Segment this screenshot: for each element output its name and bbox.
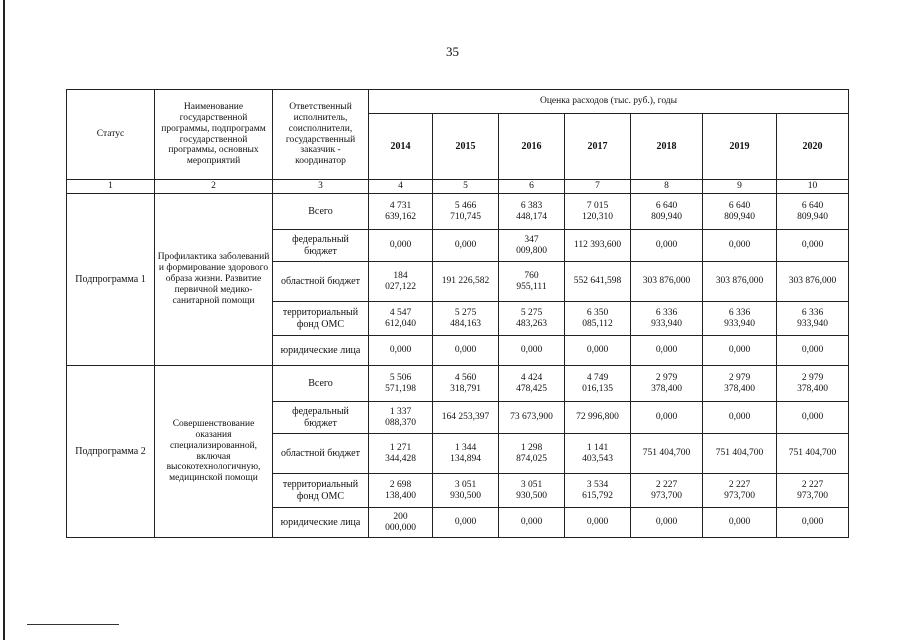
expense-value: 6 383 448,174 (499, 194, 565, 230)
funding-source: юридические лица (273, 336, 369, 366)
expense-value: 6 640 809,940 (777, 194, 849, 230)
funding-source: территориальный фонд ОМС (273, 474, 369, 508)
expense-value: 164 253,397 (433, 402, 499, 434)
expense-value: 1 337 088,370 (369, 402, 433, 434)
left-margin-rule (3, 0, 5, 640)
header-year: 2020 (777, 114, 849, 180)
expense-value: 2 227 973,700 (777, 474, 849, 508)
funding-source: территориальный фонд ОМС (273, 302, 369, 336)
funding-source: областной бюджет (273, 434, 369, 474)
header-program-name: Наименование государственной программы, подпрограмм государственной программы, основных мероприятий (155, 90, 273, 180)
expense-value: 552 641,598 (565, 262, 631, 302)
expense-value: 751 404,700 (703, 434, 777, 474)
expense-value: 4 749 016,135 (565, 366, 631, 402)
expense-value: 0,000 (433, 508, 499, 538)
expenditure-table (66, 89, 849, 538)
funding-source: федеральный бюджет (273, 230, 369, 262)
expense-value: 7 015 120,310 (565, 194, 631, 230)
expense-value: 5 506 571,198 (369, 366, 433, 402)
column-number: 8 (631, 180, 703, 194)
funding-source: федеральный бюджет (273, 402, 369, 434)
subprogram-name: Совершенствование оказания специализированной, включая высокотехнологичную, медицинской помощи (155, 366, 273, 538)
header-estimate: Оценка расходов (тыс. руб.), годы (369, 90, 849, 114)
expense-value: 1 271 344,428 (369, 434, 433, 474)
expense-value: 2 698 138,400 (369, 474, 433, 508)
expense-value: 73 673,900 (499, 402, 565, 434)
expense-value: 0,000 (777, 402, 849, 434)
column-number-row (67, 180, 849, 194)
expense-value: 4 547 612,040 (369, 302, 433, 336)
header-year: 2016 (499, 114, 565, 180)
table-row (67, 194, 849, 230)
funding-source: Всего (273, 194, 369, 230)
expense-value: 0,000 (369, 230, 433, 262)
funding-source: юридические лица (273, 508, 369, 538)
expense-value: 2 979 378,400 (631, 366, 703, 402)
column-number: 4 (369, 180, 433, 194)
funding-source: областной бюджет (273, 262, 369, 302)
header-responsible: Ответственный исполнитель, соисполнители, государственный заказчик - координатор (273, 90, 369, 180)
expense-value: 5 275 483,263 (499, 302, 565, 336)
expense-value: 0,000 (631, 402, 703, 434)
expense-value: 200 000,000 (369, 508, 433, 538)
expense-value: 2 227 973,700 (631, 474, 703, 508)
expense-value: 2 227 973,700 (703, 474, 777, 508)
expense-value: 5 275 484,163 (433, 302, 499, 336)
expense-value: 760 955,111 (499, 262, 565, 302)
expense-value: 0,000 (777, 508, 849, 538)
expense-value: 751 404,700 (777, 434, 849, 474)
expense-value: 0,000 (433, 336, 499, 366)
expense-value: 0,000 (631, 230, 703, 262)
expense-value: 6 350 085,112 (565, 302, 631, 336)
expense-value: 1 141 403,543 (565, 434, 631, 474)
header-year: 2018 (631, 114, 703, 180)
expense-value: 2 979 378,400 (777, 366, 849, 402)
column-number: 7 (565, 180, 631, 194)
expense-value: 3 051 930,500 (499, 474, 565, 508)
subprogram-name: Профилактика заболеваний и формирование здорового образа жизни. Развитие первичной медико-санитарной помощи (155, 194, 273, 366)
expense-value: 3 051 930,500 (433, 474, 499, 508)
column-number: 1 (67, 180, 155, 194)
expense-value: 4 731 639,162 (369, 194, 433, 230)
expense-value: 1 344 134,894 (433, 434, 499, 474)
funding-source: Всего (273, 366, 369, 402)
expense-value: 5 466 710,745 (433, 194, 499, 230)
expense-value: 0,000 (703, 230, 777, 262)
subprogram-status: Подпрограмма 1 (67, 194, 155, 366)
expense-value: 303 876,000 (703, 262, 777, 302)
expense-value: 0,000 (565, 508, 631, 538)
expense-value: 6 640 809,940 (631, 194, 703, 230)
expense-value: 0,000 (565, 336, 631, 366)
expense-value: 0,000 (703, 508, 777, 538)
expense-value: 0,000 (777, 230, 849, 262)
header-year: 2019 (703, 114, 777, 180)
table-body (67, 180, 849, 538)
expense-value: 184 027,122 (369, 262, 433, 302)
expense-value: 0,000 (631, 336, 703, 366)
column-number: 3 (273, 180, 369, 194)
header-year: 2017 (565, 114, 631, 180)
expense-value: 751 404,700 (631, 434, 703, 474)
expense-value: 6 336 933,940 (703, 302, 777, 336)
header-year: 2014 (369, 114, 433, 180)
expense-value: 4 560 318,791 (433, 366, 499, 402)
expense-value: 1 298 874,025 (499, 434, 565, 474)
expense-value: 0,000 (499, 336, 565, 366)
header-status: Статус (67, 90, 155, 180)
expense-value: 303 876,000 (631, 262, 703, 302)
expense-value: 0,000 (499, 508, 565, 538)
table-row (67, 366, 849, 402)
expense-value: 6 336 933,940 (777, 302, 849, 336)
expense-value: 6 336 933,940 (631, 302, 703, 336)
expense-value: 0,000 (631, 508, 703, 538)
column-number: 10 (777, 180, 849, 194)
expense-value: 112 393,600 (565, 230, 631, 262)
column-number: 2 (155, 180, 273, 194)
expense-value: 347 009,800 (499, 230, 565, 262)
column-number: 9 (703, 180, 777, 194)
expense-value: 0,000 (369, 336, 433, 366)
expense-value: 72 996,800 (565, 402, 631, 434)
column-number: 6 (499, 180, 565, 194)
expense-value: 191 226,582 (433, 262, 499, 302)
expense-value: 3 534 615,792 (565, 474, 631, 508)
expense-value: 4 424 478,425 (499, 366, 565, 402)
expense-value: 0,000 (703, 336, 777, 366)
expense-value: 0,000 (703, 402, 777, 434)
expense-value: 6 640 809,940 (703, 194, 777, 230)
expense-value: 303 876,000 (777, 262, 849, 302)
column-number: 5 (433, 180, 499, 194)
expense-value: 2 979 378,400 (703, 366, 777, 402)
header-year: 2015 (433, 114, 499, 180)
footnote-rule (27, 624, 119, 625)
expense-value: 0,000 (777, 336, 849, 366)
page-number: 35 (446, 44, 459, 59)
subprogram-status: Подпрограмма 2 (67, 366, 155, 538)
expense-value: 0,000 (433, 230, 499, 262)
